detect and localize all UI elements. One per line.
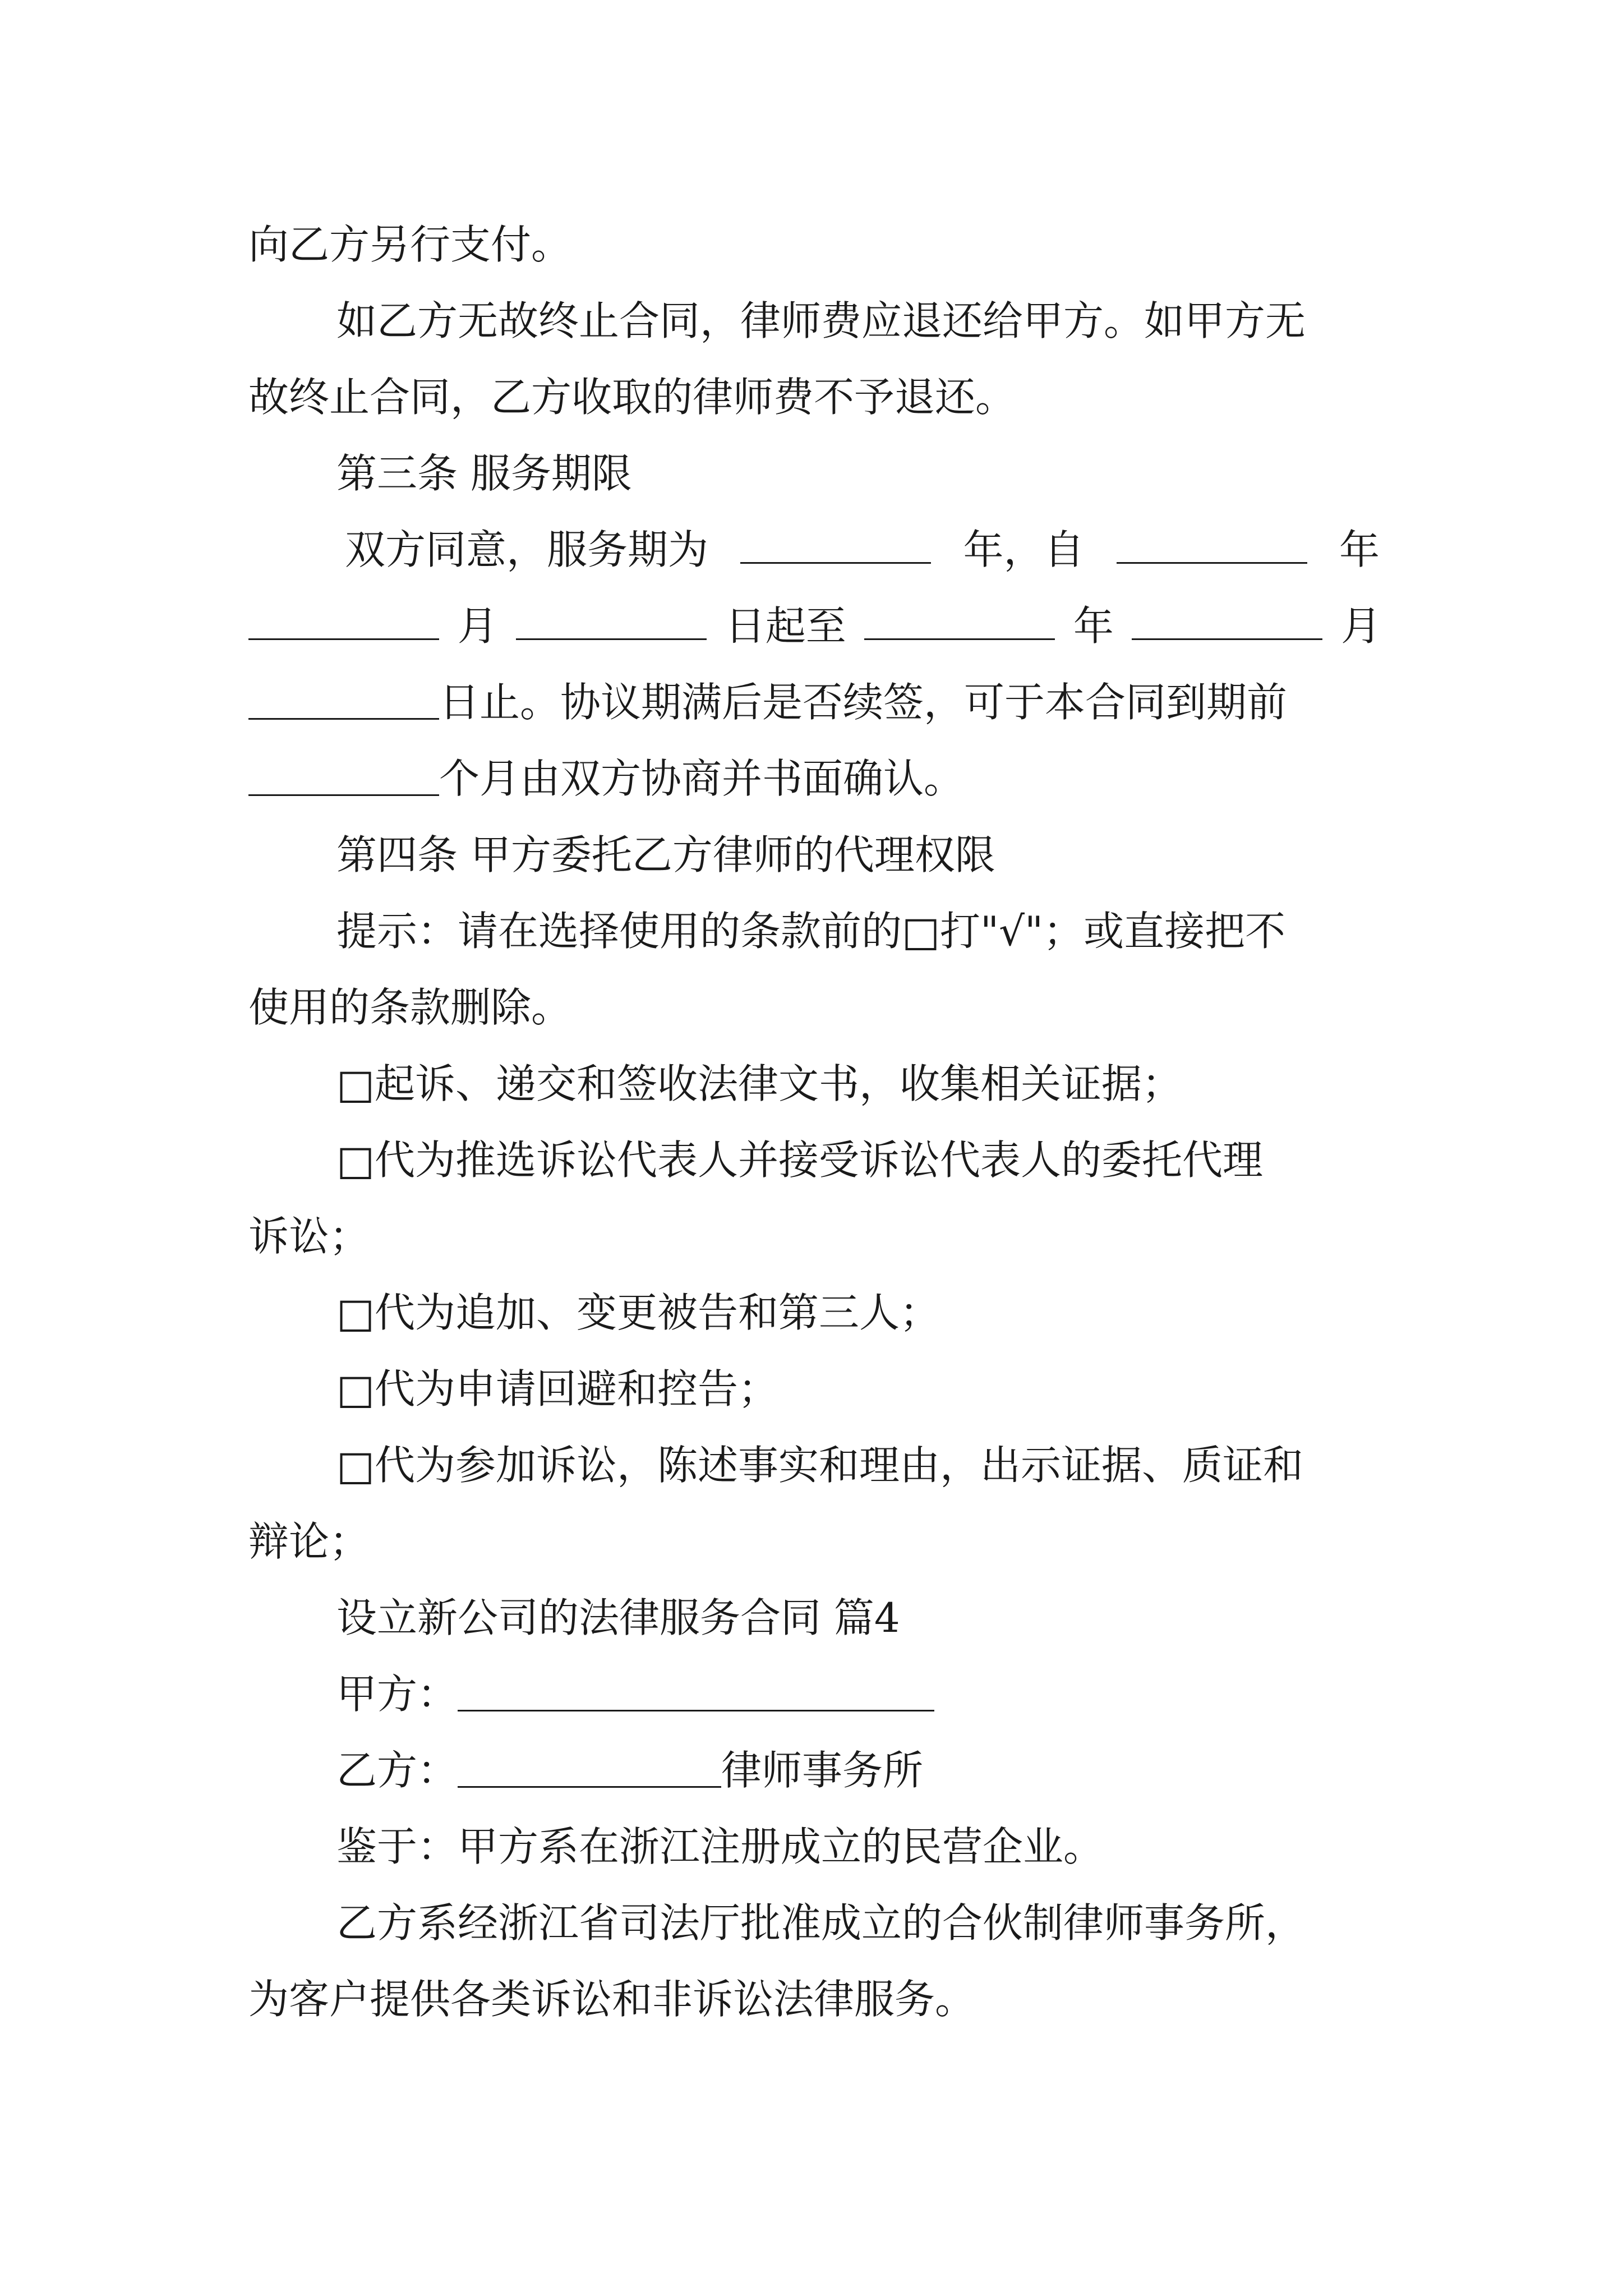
fill-in-blank[interactable] — [1132, 638, 1322, 640]
whereas-line: 鉴于：甲方系在浙江注册成立的民营企业。 — [336, 1823, 1104, 1870]
authority-option: □代为推选诉讼代表人并接受诉讼代表人的委托代理 — [336, 1137, 1264, 1184]
party-a-label: 甲方： — [336, 1671, 458, 1718]
paragraph-line: 乙方系经浙江省司法厅批准成立的合伙制律师事务所， — [336, 1899, 1306, 1947]
fill-in-blank[interactable] — [740, 562, 931, 564]
authority-option: □代为申请回避和控告； — [336, 1365, 779, 1412]
authority-option-continued: 辩论； — [248, 1518, 370, 1565]
paragraph-line: 为客户提供各类诉讼和非诉讼法律服务。 — [248, 1976, 976, 2023]
authority-option: □代为追加、变更被告和第三人； — [336, 1289, 940, 1336]
text-fragment: 年，自 — [963, 526, 1085, 573]
fill-in-blank[interactable] — [864, 638, 1055, 640]
paragraph-line: 如乙方无故终止合同，律师费应退还给甲方。如甲方无 — [336, 297, 1306, 344]
text-fragment: 月 — [1340, 602, 1381, 650]
text-fragment: 日起至 — [725, 602, 846, 650]
text-fragment: 月 — [457, 602, 498, 650]
text-fragment: 个月由双方协商并书面确认。 — [439, 755, 965, 802]
article-heading: 第四条 甲方委托乙方律师的代理权限 — [336, 831, 995, 878]
party-b-suffix: 律师事务所 — [721, 1747, 924, 1794]
hint-line: 使用的条款删除。 — [248, 984, 572, 1031]
fill-in-blank[interactable] — [248, 638, 439, 640]
party-b-blank[interactable] — [458, 1786, 721, 1788]
service-period-line — [345, 523, 1380, 577]
party-b-line — [336, 1743, 1380, 1797]
authority-option: □起诉、递交和签收法律文书，收集相关证据； — [336, 1060, 1183, 1107]
text-fragment: 年 — [1339, 526, 1380, 573]
text-fragment: 日止。协议期满后是否续签，可于本合同到期前 — [439, 679, 1288, 726]
paragraph-line — [248, 675, 1381, 729]
fill-in-blank[interactable] — [1117, 562, 1307, 564]
contract-title: 设立新公司的法律服务合同 篇4 — [336, 1594, 900, 1641]
party-b-label: 乙方： — [336, 1747, 458, 1794]
article-heading: 第三条 服务期限 — [336, 450, 632, 497]
authority-option: □代为参加诉讼，陈述事实和理由，出示证据、质证和 — [336, 1442, 1304, 1489]
fill-in-blank[interactable] — [248, 794, 439, 796]
party-a-line — [336, 1667, 1380, 1721]
fill-in-blank[interactable] — [248, 718, 439, 720]
paragraph-line — [248, 752, 1381, 806]
fill-in-blank[interactable] — [516, 638, 707, 640]
hint-line: 提示：请在选择使用的条款前的□打"√"；或直接把不 — [336, 908, 1286, 955]
text-fragment: 双方同意，服务期为 — [345, 526, 709, 573]
paragraph-line: 向乙方另行支付。 — [248, 221, 572, 268]
party-a-blank[interactable] — [458, 1710, 934, 1711]
service-period-line — [248, 599, 1381, 653]
text-fragment: 年 — [1073, 602, 1114, 650]
paragraph-line: 故终止合同，乙方收取的律师费不予退还。 — [248, 374, 1016, 421]
authority-option-continued: 诉讼； — [248, 1213, 370, 1260]
